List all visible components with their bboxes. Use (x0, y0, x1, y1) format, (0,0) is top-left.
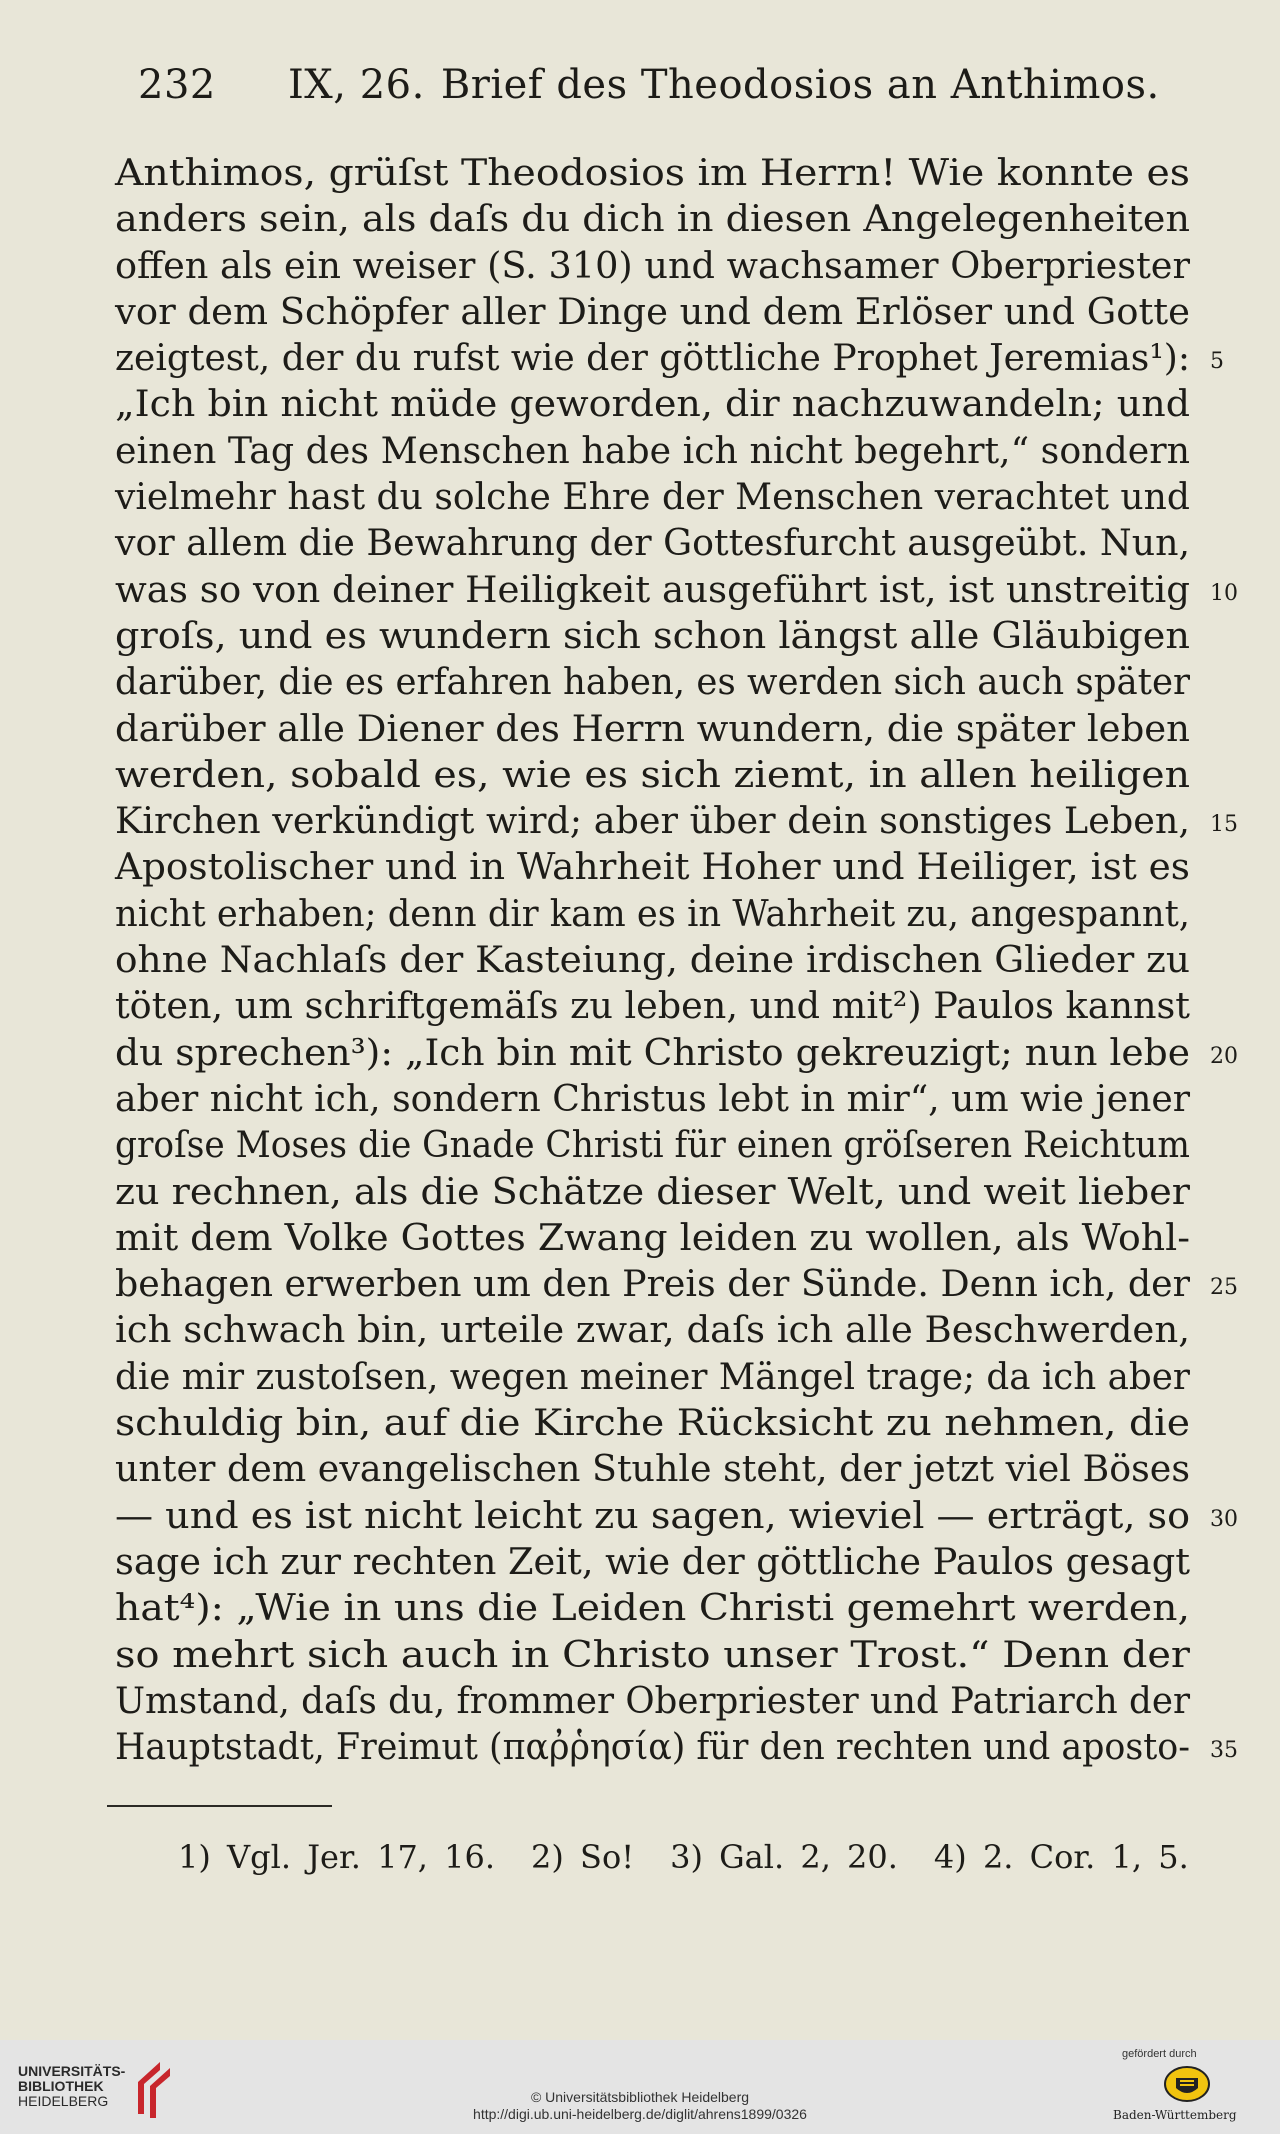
text-line (115, 1261, 1238, 1307)
text-line (115, 983, 1200, 1029)
text-line (115, 659, 1200, 705)
line-text: vielmehr hast du solche Ehre der Menschen verachtet und (115, 475, 1190, 519)
line-number: 5 (1210, 349, 1224, 375)
text-line (115, 520, 1200, 566)
text-line (115, 798, 1238, 844)
sponsor-label: gefördert durch (1122, 2048, 1197, 2060)
line-text: mit dem Volke Gottes Zwang leiden zu wollen, als Wohl- (115, 1215, 1190, 1259)
text-line (115, 196, 1200, 242)
sponsor-name: Baden-Württemberg (1113, 2108, 1237, 2122)
copyright-text: © Universitätsbibliothek Heidelberg (530, 2089, 750, 2105)
line-text: Umstand, daſs du, frommer Oberpriester und Patriarch der (115, 1678, 1190, 1722)
line-text: so mehrt sich auch in Christo unser Trost.“ Denn der (115, 1632, 1190, 1676)
page-number: 232 (138, 62, 216, 108)
text-line (115, 150, 1200, 196)
footnote-1: 1) Vgl. Jer. 17, 16. (178, 1838, 496, 1876)
text-line (115, 289, 1200, 335)
text-line (115, 1632, 1200, 1678)
line-number: 20 (1210, 1043, 1238, 1069)
permalink[interactable]: http://digi.ub.uni-heidelberg.de/diglit/ahrens1899/0326 (473, 2106, 807, 2122)
line-text: Anthimos, grüſst Theodosios im Herrn! Wie konnte es (115, 151, 1190, 194)
text-line (115, 381, 1200, 427)
line-text: darüber alle Diener des Herrn wundern, die später leben (115, 706, 1190, 750)
text-line (115, 1354, 1200, 1400)
text-line (115, 474, 1200, 520)
text-line (115, 1076, 1200, 1122)
text-line (115, 1678, 1200, 1724)
text-line (115, 1585, 1200, 1631)
text-line (115, 1400, 1200, 1446)
footnote-rule (107, 1805, 332, 1807)
line-text: werden, sobald es, wie es sich ziemt, in allen heiligen (115, 752, 1190, 796)
text-line (115, 752, 1200, 798)
footnote-4: 4) 2. Cor. 1, 5. (933, 1838, 1189, 1876)
line-text: hat⁴): „Wie in uns die Leiden Christi gemehrt werden, (115, 1586, 1190, 1630)
line-text: nicht erhaben; denn dir kam es in Wahrheit zu, angespannt, (115, 891, 1190, 935)
text-line (115, 1122, 1200, 1168)
body-text (115, 150, 1238, 1770)
text-line (115, 891, 1200, 937)
baden-wuerttemberg-crest-icon[interactable] (1162, 2064, 1212, 2104)
text-line (115, 706, 1200, 752)
line-text: groſs, und es wundern sich schon längst alle Gläubigen (115, 613, 1190, 657)
line-number: 10 (1210, 580, 1238, 606)
line-text: ohne Nachlaſs der Kasteiung, deine irdischen Glieder zu (115, 938, 1191, 982)
line-text: aber nicht ich, sondern Christus lebt in mir“, um wie jener (115, 1076, 1190, 1120)
line-text: die mir zustoſsen, wegen meiner Mängel trage; da ich aber (115, 1354, 1190, 1398)
text-line (115, 937, 1200, 983)
text-line (115, 335, 1224, 381)
text-line (115, 243, 1200, 289)
line-text: was so von deiner Heiligkeit ausgeführt ist, ist unstreitig (115, 567, 1190, 611)
text-line (115, 1493, 1238, 1539)
running-header (138, 62, 1160, 108)
text-line (115, 1169, 1200, 1215)
line-text: ich schwach bin, urteile zwar, daſs ich alle Beschwerden, (115, 1308, 1190, 1352)
line-text: anders sein, als daſs du dich in diesen Angelegenheiten (115, 197, 1190, 241)
copyright-notice (0, 2089, 1280, 2123)
line-text: groſse Moses die Gnade Christi für einen gröſseren Reichtum (115, 1123, 1190, 1167)
line-text: schuldig bin, auf die Kirche Rücksicht zu nehmen, die (115, 1401, 1190, 1445)
line-text: sage ich zur rechten Zeit, wie der göttliche Paulos gesagt (115, 1539, 1190, 1583)
line-text: „Ich bin nicht müde geworden, dir nachzuwandeln; und (115, 382, 1190, 426)
text-line (115, 567, 1238, 613)
text-line (115, 1215, 1200, 1261)
line-text: zeigtest, der du rufst wie der göttliche Prophet Jeremias¹): (115, 336, 1190, 380)
text-line (115, 1539, 1200, 1585)
footnote-2: 2) So! (531, 1838, 635, 1876)
line-text: offen als ein weiser (S. 310) und wachsamer Oberpriester (115, 243, 1190, 287)
line-text: einen Tag des Menschen habe ich nicht begehrt,“ sondern (115, 428, 1190, 472)
section-number: IX, 26. (288, 62, 425, 108)
line-text: zu rechnen, als die Schätze dieser Welt, und weit lieber (115, 1169, 1190, 1213)
line-number: 35 (1210, 1738, 1238, 1764)
footnotes (178, 1838, 1189, 1876)
line-number: 25 (1210, 1275, 1238, 1301)
line-text: unter dem evangelischen Stuhle steht, der jetzt viel Böses (115, 1447, 1190, 1491)
line-text: — und es ist nicht leicht zu sagen, wieviel — erträgt, so (115, 1493, 1190, 1537)
running-title: Brief des Theodosios an Anthimos. (440, 62, 1160, 108)
text-line (115, 1724, 1238, 1770)
line-text: darüber, die es erfahren haben, es werden sich auch später (115, 660, 1190, 704)
line-number: 15 (1210, 812, 1238, 838)
line-text: Kirchen verkündigt wird; aber über dein sonstiges Leben, (115, 799, 1190, 843)
text-line (115, 1446, 1200, 1492)
line-text: töten, um schriftgemäſs zu leben, und mit²) Paulos kannst (115, 984, 1190, 1028)
text-line (115, 1307, 1200, 1353)
line-text: Apostolischer und in Wahrheit Hoher und Heiliger, ist es (115, 845, 1190, 889)
line-text: du sprechen³): „Ich bin mit Christo gekreuzigt; nun lebe (115, 1030, 1190, 1074)
line-number: 30 (1210, 1506, 1238, 1532)
line-text: vor allem die Bewahrung der Gottesfurcht ausgeübt. Nun, (115, 521, 1190, 565)
text-line (115, 613, 1200, 659)
text-line (115, 1030, 1238, 1076)
library-name[interactable]: UNIVERSITÄTS- BIBLIOTHEK HEIDELBERG (18, 2063, 126, 2109)
text-line (115, 428, 1200, 474)
line-text: behagen erwerben um den Preis der Sünde. Denn ich, der (115, 1262, 1190, 1306)
line-text: vor dem Schöpfer aller Dinge und dem Erlöser und Gotte (115, 289, 1190, 333)
line-text: Hauptstadt, Freimut (παῤῥησία) für den rechten und aposto- (115, 1725, 1190, 1769)
footnote-3: 3) Gal. 2, 20. (670, 1838, 898, 1876)
text-line (115, 844, 1200, 890)
